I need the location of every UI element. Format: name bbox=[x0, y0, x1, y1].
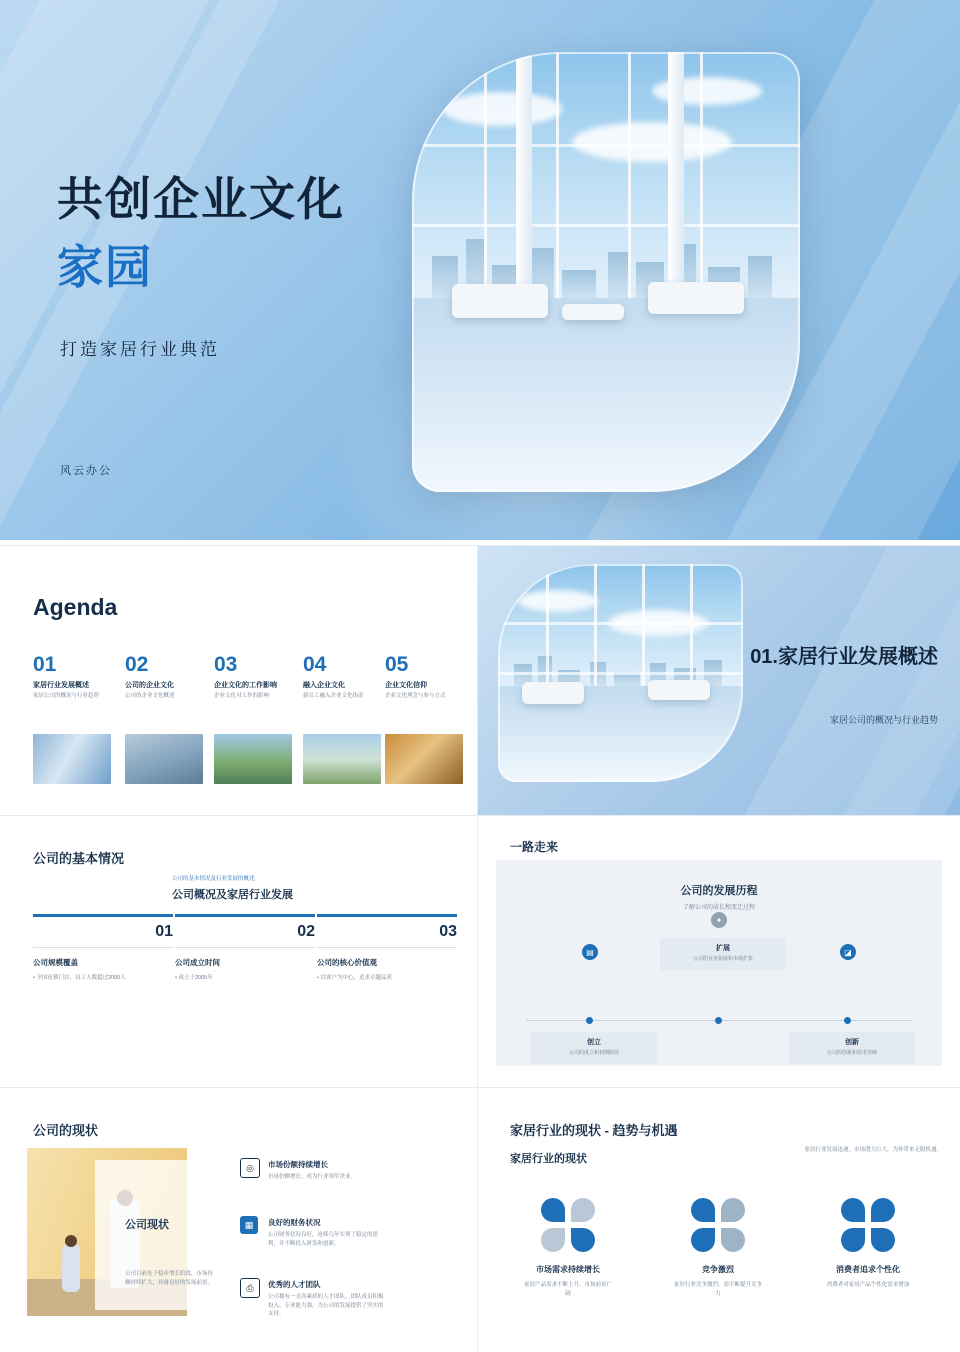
interior-photo bbox=[412, 52, 800, 492]
agenda-item-desc: 公司的企业文化概述 bbox=[125, 693, 175, 700]
expand-icon bbox=[711, 912, 727, 928]
feature-title: 优秀的人才团队 bbox=[268, 1280, 321, 1289]
expand-glyph: ✦ bbox=[715, 915, 723, 925]
slide-divider bbox=[0, 1087, 960, 1088]
agenda-thumbnail bbox=[33, 734, 111, 784]
petals-icon bbox=[541, 1198, 595, 1252]
cover-title-line2: 家园 bbox=[57, 241, 153, 293]
team-icon: ⎙ bbox=[240, 1278, 260, 1298]
industry-column bbox=[498, 1198, 638, 1299]
basic-subheading: 公司概况及家居行业发展 bbox=[172, 889, 293, 901]
current-panel-desc: 公司目前处于稳步增长阶段，市场份额持续扩大，具备良好的发展前景。 bbox=[125, 1271, 214, 1286]
agenda-item-number: 04 bbox=[303, 653, 327, 676]
document-icon bbox=[582, 944, 598, 960]
cover-brand: 风云办公 bbox=[60, 465, 112, 477]
petals-icon bbox=[691, 1198, 745, 1252]
agenda-item bbox=[33, 654, 111, 701]
timeline-item bbox=[789, 1032, 915, 1064]
current-status-slide bbox=[0, 1088, 480, 1352]
basic-column-title: 公司成立时间 bbox=[175, 958, 220, 967]
industry-note: 家居行业发展迅速，市场潜力巨大，为你带来无限机遇。 bbox=[804, 1147, 942, 1153]
basic-column-desc: • 成立于2005年 bbox=[175, 975, 213, 981]
basic-column-number: 01 bbox=[155, 923, 173, 940]
timeline-item-desc: 公司的成立和初期阶段 bbox=[568, 1050, 619, 1056]
agenda-item-heading: 企业文化信仰 bbox=[385, 682, 427, 689]
company-basic-slide bbox=[0, 816, 480, 1088]
timeline-dot bbox=[586, 1017, 593, 1024]
agenda-item-heading: 企业文化的工作影响 bbox=[214, 682, 277, 689]
timeline-dot bbox=[715, 1017, 722, 1024]
timeline-item-title: 创新 bbox=[845, 1039, 859, 1046]
timeline-item-desc: 公司的创新和技术突破 bbox=[826, 1050, 877, 1056]
industry-column-desc: 家居产品需求不断上升，市场前景广阔 bbox=[524, 1282, 613, 1297]
agenda-item-number: 02 bbox=[125, 653, 149, 676]
agenda-slide bbox=[0, 546, 480, 816]
agenda-thumbnail bbox=[385, 734, 463, 784]
agenda-item-number: 01 bbox=[33, 653, 57, 676]
industry-column bbox=[648, 1198, 788, 1299]
timeline-card-title: 公司的发展历程 bbox=[680, 885, 758, 897]
agenda-item-heading: 公司的企业文化 bbox=[125, 682, 174, 689]
timeline-item bbox=[531, 1032, 657, 1064]
agenda-thumbnail bbox=[303, 734, 381, 784]
slide-divider bbox=[0, 545, 960, 546]
industry-column bbox=[798, 1198, 938, 1290]
industry-column-desc: 消费者对家居产品个性化需求增加 bbox=[826, 1282, 910, 1288]
cover-hero-image bbox=[412, 52, 800, 492]
agenda-item-number: 03 bbox=[214, 653, 238, 676]
agenda-item-desc: 新员工融入企业文化指南 bbox=[303, 693, 364, 700]
basic-note: 公司的基本情况及行业发展的概述。 bbox=[172, 876, 261, 882]
industry-heading: 家居行业的现状 - 趋势与机遇 bbox=[510, 1123, 678, 1138]
basic-column-title: 公司规模覆盖 bbox=[33, 958, 78, 967]
agenda-item-desc: 企业文化对工作的影响 bbox=[214, 693, 270, 700]
cover-slide bbox=[0, 0, 960, 540]
timeline-slide bbox=[478, 816, 960, 1088]
cover-subtitle: 打造家居行业典范 bbox=[60, 340, 220, 359]
timeline-heading: 一路走来 bbox=[510, 840, 559, 854]
agenda-title: Agenda bbox=[33, 594, 118, 620]
timeline-card-subtitle: 了解公司的成长和变迁过程 bbox=[682, 905, 755, 911]
agenda-item bbox=[303, 654, 381, 701]
cover-title-line1: 共创企业文化 bbox=[57, 173, 345, 225]
feature-title: 良好的财务状况 bbox=[268, 1218, 321, 1227]
agenda-item bbox=[125, 654, 203, 701]
slide-divider bbox=[0, 815, 960, 816]
timeline-item-title: 创立 bbox=[587, 1039, 601, 1046]
industry-column-title: 市场需求持续增长 bbox=[536, 1265, 600, 1274]
timeline-card bbox=[496, 860, 942, 1066]
basic-column-number: 02 bbox=[297, 923, 315, 940]
section-header-slide bbox=[478, 546, 960, 816]
timeline-dot bbox=[844, 1017, 851, 1024]
industry-column-title: 竞争激烈 bbox=[702, 1265, 734, 1274]
agenda-item-heading: 家居行业发展概述 bbox=[33, 682, 89, 689]
interior-photo bbox=[498, 564, 743, 782]
agenda-item bbox=[385, 654, 463, 701]
section-subtitle: 家居公司的概况与行业趋势 bbox=[829, 715, 938, 725]
agenda-item-desc: 家居公司的概况与行业趋势 bbox=[33, 693, 100, 700]
basic-column-desc: • 以客户为中心，追求卓越品质 bbox=[317, 975, 392, 981]
agenda-thumbnail bbox=[214, 734, 292, 784]
current-heading: 公司的现状 bbox=[33, 1123, 99, 1138]
section-title: 01.家居行业发展概述 bbox=[750, 646, 938, 668]
agenda-item-desc: 企业文化理念与参与方式 bbox=[385, 693, 446, 700]
innovation-icon bbox=[840, 944, 856, 960]
agenda-item-number: 05 bbox=[385, 653, 409, 676]
basic-column bbox=[175, 914, 315, 982]
agenda-thumbnail bbox=[125, 734, 203, 784]
feature-desc: 公司财务状况良好，连续几年实现了稳定的盈利，并不断投入研发和创新。 bbox=[268, 1232, 379, 1247]
timeline-item-title: 扩展 bbox=[716, 945, 730, 952]
agenda-item bbox=[214, 654, 292, 701]
feature-title: 市场份额持续增长 bbox=[268, 1160, 328, 1169]
feature-desc: 公司拥有一支高素质的人才团队，团队成员积极投入、专业能力强，为公司的发展提供了坚实的支持。 bbox=[268, 1294, 384, 1318]
basic-column bbox=[317, 914, 457, 982]
industry-subheading: 家居行业的现状 bbox=[510, 1153, 587, 1165]
basic-column-number: 03 bbox=[439, 923, 457, 940]
basic-column-desc: • 全国连锁门店，员工人数超过2000人 bbox=[33, 975, 126, 981]
target-icon: ◎ bbox=[240, 1158, 260, 1178]
basic-column bbox=[33, 914, 173, 982]
section-hero-image bbox=[498, 564, 743, 782]
feature-desc: 市场份额增长，成为行业领军企业。 bbox=[268, 1174, 357, 1180]
chart-icon: ▦ bbox=[240, 1216, 258, 1234]
industry-column-title: 消费者追求个性化 bbox=[836, 1265, 900, 1274]
basic-column-title: 公司的核心价值观 bbox=[317, 958, 377, 967]
document-glyph: ▤ bbox=[586, 947, 594, 957]
agenda-item-heading: 融入企业文化 bbox=[303, 682, 345, 689]
current-panel-title: 公司现状 bbox=[125, 1219, 169, 1231]
industry-column-desc: 家居行业竞争激烈，需不断提升竞争力 bbox=[674, 1282, 763, 1297]
industry-status-slide bbox=[478, 1088, 960, 1352]
timeline-item bbox=[660, 938, 786, 970]
petals-icon bbox=[841, 1198, 895, 1252]
basic-heading: 公司的基本情况 bbox=[33, 851, 125, 866]
innovation-glyph: ◪ bbox=[844, 947, 852, 957]
slide-divider bbox=[477, 546, 478, 1352]
timeline-item-desc: 公司的业务拓展和市场扩张 bbox=[692, 956, 753, 962]
